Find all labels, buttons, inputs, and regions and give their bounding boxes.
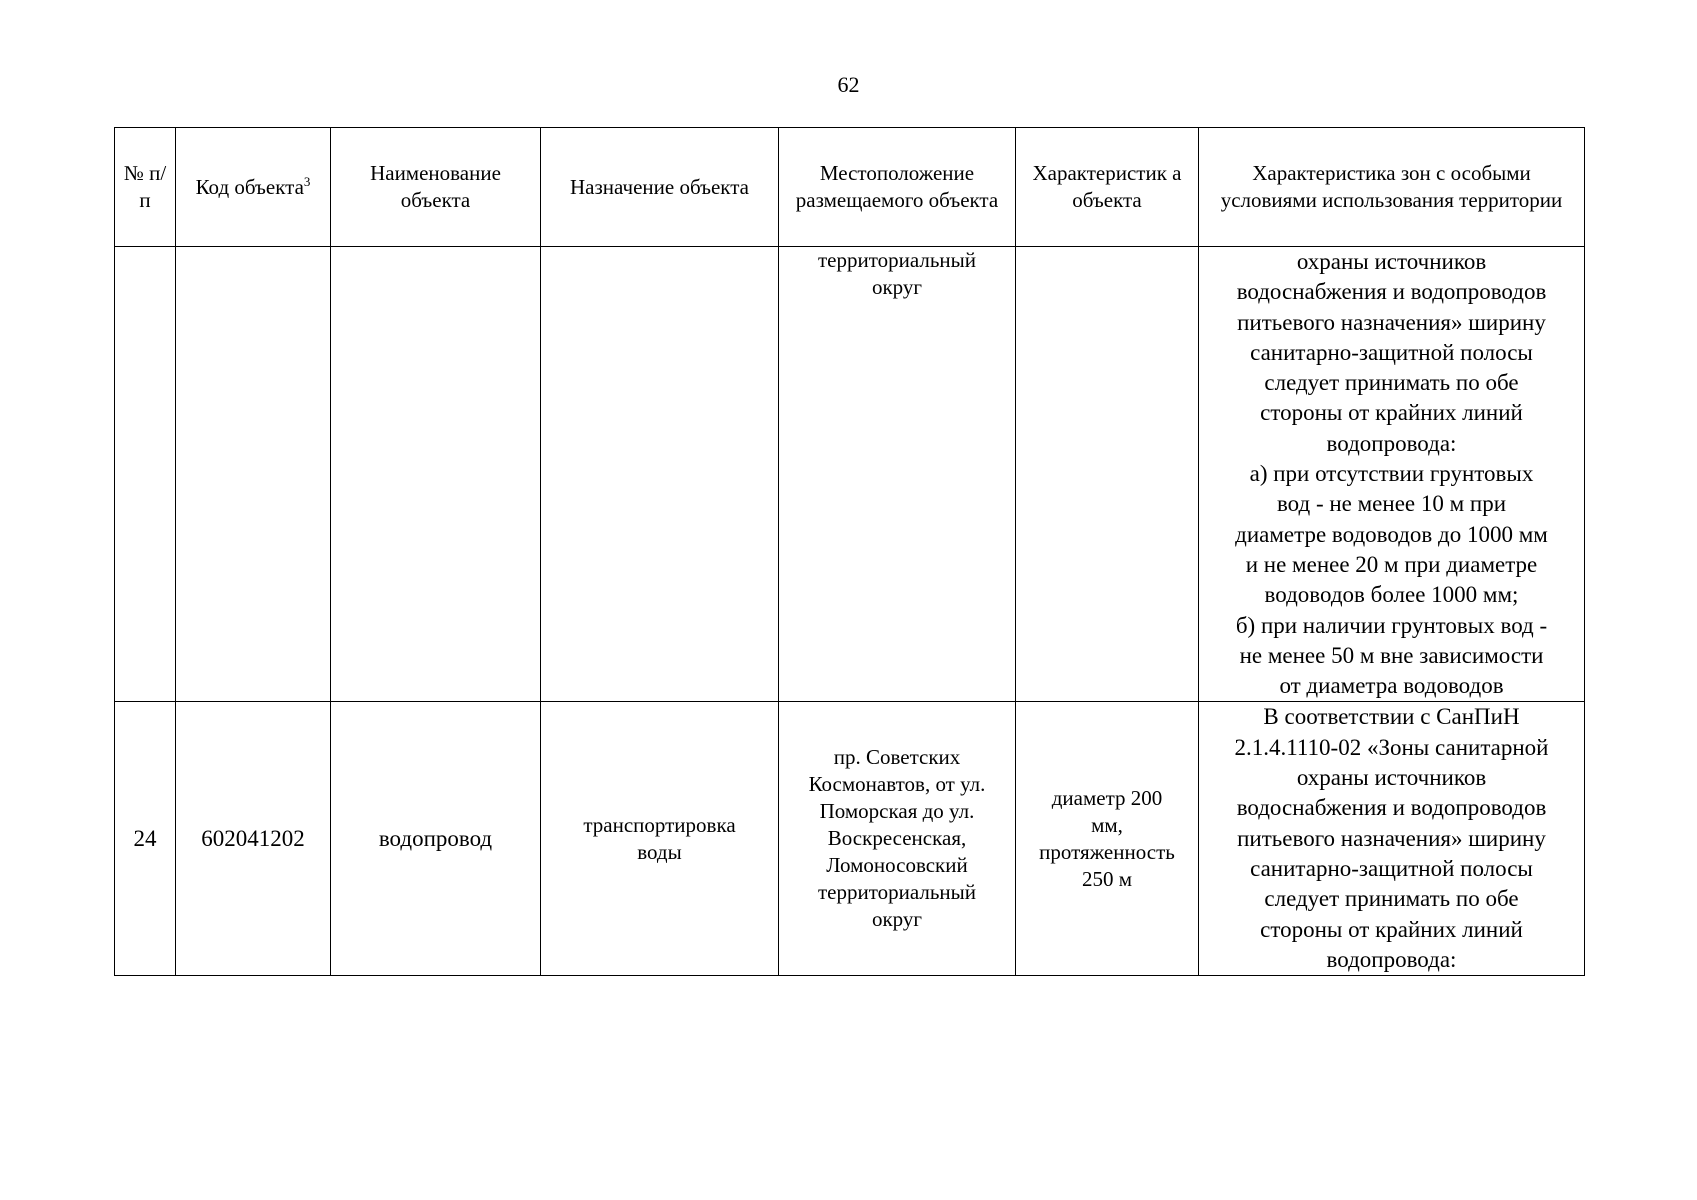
cell-zones-text: охраны источников водоснабжения и водопроводов питьевого назначения» ширину санитарно-защитной полосы следует принимать по обе стороны от крайних линий водопровода: а) при отсутствии грунтовых вод - не менее 10 м при диаметре водоводов до 1000 мм и не менее 20 м при диаметре водоводов более 1000 мм; б) при наличии грунтовых вод - не менее 50 м вне зависимости от диаметра водоводов (1235, 249, 1548, 699)
cell-num (115, 247, 176, 702)
header-purpose: Назначение объекта (541, 128, 779, 247)
header-location: Местоположение размещаемого объекта (779, 128, 1016, 247)
cell-zones (1199, 702, 1585, 976)
header-characteristics: Характеристик а объекта (1016, 128, 1199, 247)
cell-zones (1199, 247, 1585, 702)
header-num: № п/п (115, 128, 176, 247)
cell-characteristics (1016, 247, 1199, 702)
header-name: Наименование объекта (331, 128, 541, 247)
cell-code: 602041202 (176, 702, 331, 976)
cell-purpose (541, 247, 779, 702)
cell-code (176, 247, 331, 702)
header-code-label: Код объекта (195, 174, 304, 199)
cell-characteristics-text: диаметр 200 мм, протяженность 250 м (1039, 785, 1175, 891)
header-code (176, 128, 331, 247)
table-row (115, 247, 1585, 702)
cell-characteristics (1016, 702, 1199, 976)
cell-location (779, 702, 1016, 976)
cell-purpose (541, 702, 779, 976)
cell-location-text: пр. Советских Космонавтов, от ул. Поморская до ул. Воскресенская, Ломоносовский территориальный округ (808, 745, 986, 932)
objects-table (114, 127, 1585, 976)
cell-name: водопровод (331, 702, 541, 976)
table-header-row (115, 128, 1585, 247)
header-code-footnote: 3 (303, 173, 311, 189)
table-row (115, 702, 1585, 976)
cell-zones-text: В соответствии с СанПиН 2.1.4.1110-02 «Зоны санитарной охраны источников водоснабжения и водопроводов питьевого назначения» ширину санитарно-защитной полосы следует принимать по обе стороны от крайних линий водопровода: (1234, 704, 1549, 972)
header-zones: Характеристика зон с особыми условиями использования территории (1199, 128, 1585, 247)
cell-name (331, 247, 541, 702)
cell-location-text: территориальный округ (817, 248, 977, 299)
cell-purpose-text: транспортировка воды (583, 812, 736, 864)
page-number: 62 (837, 72, 860, 97)
cell-num: 24 (115, 702, 176, 976)
cell-location (779, 247, 1016, 702)
